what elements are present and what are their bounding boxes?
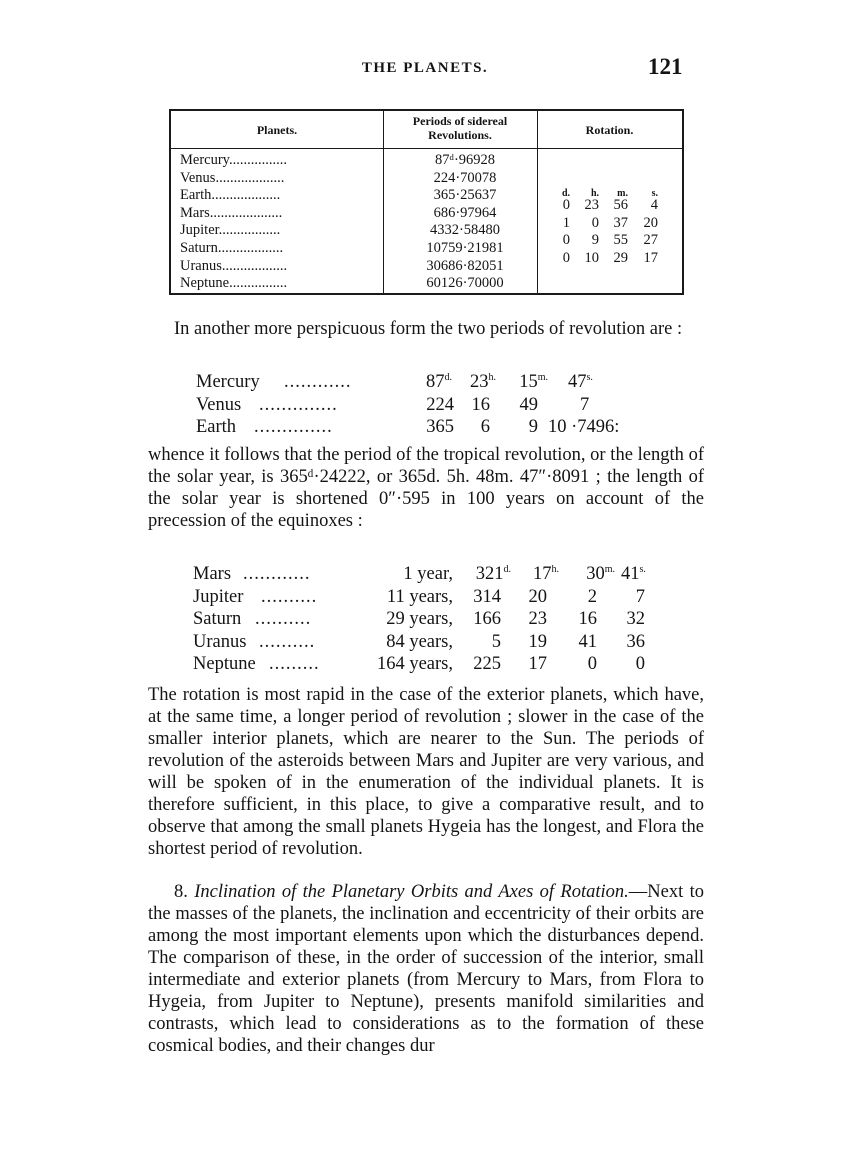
table-row: [539, 197, 685, 215]
section-title: Inclination of the Planetary Orbits and Axes of Rotation.: [194, 882, 629, 902]
rotation-cell: 0: [562, 232, 570, 249]
rotation-cell: 29: [613, 249, 628, 266]
table-cell-planet: Earth...................: [180, 187, 281, 204]
seconds-value: $41^{s.}$: [621, 564, 646, 584]
leader-dots: ..........: [261, 586, 318, 607]
rotation-cell: 17: [643, 249, 658, 266]
days-value: 225: [473, 654, 501, 674]
section-8-paragraph: [148, 881, 704, 1057]
table-cell-planet: Neptune................: [180, 275, 288, 292]
minutes-value: $30^{m.}$: [586, 564, 615, 584]
table-cell-period: 4332·58480: [429, 222, 501, 239]
minutes-value: 0: [587, 654, 597, 674]
header-planets: Planets.: [256, 123, 298, 137]
rotation-cell: 9: [591, 232, 599, 249]
days-value: 314: [473, 586, 501, 607]
rotation-cell: 56: [613, 197, 628, 213]
rotation-cell: 23: [584, 197, 599, 213]
table-cell-period: 60126·70000: [426, 275, 504, 292]
rotation-cell: 37: [613, 214, 628, 231]
header-periods: [383, 114, 537, 142]
rotation-unit: m.: [617, 188, 628, 199]
paragraph-rotation: The rotation is most rapid in the case of the exterior planets, which have, at the same time, a longer period of revolution ; slower in the case of the smaller interior planets, which are nearer to the Sun. The periods of revolution of the asteroids between Mars and Jupiter are very various, and will be spoken of in the enumeration of the individual planets. It is therefore sufficient, in this place, to give a comparative result, and to observe that among the small planets Hygeia has the longest, and Flora the shortest period of revolution.: [148, 685, 704, 859]
rotation-cell: 1: [562, 214, 570, 231]
table-cell-period: 87ᵈ·96928: [434, 152, 496, 168]
hours-value: 19: [528, 631, 547, 652]
rotation-column: [539, 197, 685, 267]
leader-dots: ..............: [259, 394, 338, 415]
comparison-row: [193, 563, 663, 586]
rotation-cell: 0: [591, 214, 599, 231]
years-value: 11 years,: [386, 586, 453, 607]
days-value: 365: [426, 417, 454, 437]
comparison-row: [193, 608, 663, 631]
hours-value: 17: [528, 654, 547, 674]
seconds-value: 7: [580, 394, 590, 415]
table-header-rule: [171, 148, 682, 149]
rotation-cell: 20: [643, 214, 658, 231]
table-cell-planet: Saturn..................: [180, 239, 284, 256]
hours-value: 16: [471, 394, 490, 415]
section-text: —Next to the masses of the planets, the inclination and eccentricity of their orbits are among the most important elements upon which the disturbances depend. The comparison of these, in the order of succession of the interior, small intermediate and exterior planets (from Mercury to Mars, from Flora to Hygeia, from Jupiter to Neptune), presents manifold similarities and contrasts, which lead to considerations as to the formation of these cosmical bodies, and their changes dur: [148, 882, 704, 1056]
rotation-cell: 0: [562, 197, 570, 213]
planet-name: Uranus: [193, 631, 247, 652]
days-value: 224: [426, 394, 454, 415]
comparison-row: [193, 653, 663, 676]
hours-value: $23^{h.}$: [470, 372, 496, 392]
years-value: 29 years,: [386, 609, 453, 629]
table-cell-period: 30686·82051: [426, 257, 504, 274]
rotation-cell: 10: [584, 249, 599, 266]
header-periods-line2: Revolutions.: [428, 128, 492, 142]
planet-name: Saturn: [193, 609, 242, 629]
table-cell-period: 224·70078: [433, 169, 497, 186]
planet-name: Mars: [193, 564, 232, 584]
leader-dots: ............: [284, 372, 352, 392]
seconds-value: 7: [635, 586, 645, 607]
paragraph-intro: In another more perspicuous form the two periods of revolution are :: [174, 319, 683, 339]
planet-name: Mercury: [196, 372, 260, 392]
outer-planets-comparison: [193, 563, 663, 676]
planet-name: Earth: [196, 417, 237, 437]
leader-dots: ............: [243, 564, 311, 584]
table-divider: [537, 111, 538, 293]
seconds-value: 0: [635, 654, 645, 674]
minutes-value: 9: [528, 417, 538, 437]
leader-dots: .........: [269, 654, 320, 674]
table-row: [539, 250, 685, 268]
years-value: 84 years,: [386, 631, 453, 652]
seconds-value: 10 ·7496:: [548, 417, 620, 437]
rotation-cell: 4: [650, 197, 658, 213]
comparison-row: [196, 371, 676, 394]
seconds-value: 36: [626, 631, 645, 652]
minutes-value: 16: [578, 609, 597, 629]
header-rotation: Rotation.: [585, 123, 634, 137]
page-number: 121: [648, 54, 683, 79]
planet-name: Venus: [196, 394, 242, 415]
days-value: $321^{d.}$: [475, 564, 511, 584]
planet-name: Jupiter: [193, 586, 244, 607]
header-periods-line1: Periods of sidereal: [412, 114, 508, 128]
rotation-cell: 27: [643, 232, 658, 249]
comparison-row: [193, 586, 663, 609]
rotation-cell: 0: [562, 249, 570, 266]
planet-periods-table: [169, 109, 684, 295]
running-title: THE PLANETS.: [361, 60, 489, 76]
rotation-unit: d.: [561, 188, 570, 199]
seconds-value: $47^{s.}$: [568, 372, 593, 392]
leader-dots: ..........: [259, 631, 316, 652]
planet-name: Neptune: [193, 654, 256, 674]
minutes-value: 41: [578, 631, 597, 652]
planet-names-column: [180, 152, 385, 293]
paragraph-tropical-year: whence it follows that the period of the tropical revolution, or the length of the solar year, is 365ᵈ·24222, or 365d. 5h. 48m. 47″·8091 ; the length of the solar year is shortened 0″·595 in 100 years on account of the precession of the equinoxes :: [148, 445, 704, 531]
table-cell-period: 365·25637: [433, 187, 497, 204]
table-cell-planet: Uranus..................: [180, 257, 288, 274]
table-cell-period: 10759·21981: [426, 239, 504, 256]
years-value: 164 years,: [376, 654, 453, 674]
comparison-row: [196, 416, 676, 439]
years-value: 1 year,: [403, 564, 453, 584]
table-cell-planet: Venus...................: [180, 169, 285, 186]
hours-value: 20: [528, 586, 547, 607]
periods-column: [393, 152, 537, 293]
table-cell-planet: Mars....................: [180, 204, 283, 221]
table-cell-planet: Jupiter.................: [180, 222, 281, 239]
days-value: $87^{d.}$: [426, 372, 452, 392]
leader-dots: ..........: [255, 609, 312, 629]
inner-planets-comparison: [196, 371, 676, 439]
days-value: 166: [473, 609, 501, 629]
minutes-value: $15^{m.}$: [519, 372, 548, 392]
table-row: [539, 232, 685, 250]
section-number: 8.: [174, 882, 188, 902]
seconds-value: 32: [626, 609, 645, 629]
hours-value: $17^{h.}$: [533, 564, 559, 584]
table-row: [539, 215, 685, 233]
hours-value: 6: [480, 417, 490, 437]
rotation-unit: h.: [590, 188, 599, 199]
comparison-row: [196, 394, 676, 417]
hours-value: 23: [528, 609, 547, 629]
rotation-unit: s.: [651, 188, 658, 199]
rotation-cell: 55: [613, 232, 628, 249]
days-value: 5: [491, 631, 501, 652]
comparison-row: [193, 631, 663, 654]
table-cell-period: 686·97964: [433, 204, 497, 221]
minutes-value: 49: [519, 394, 538, 415]
table-cell-planet: Mercury................: [180, 152, 287, 168]
minutes-value: 2: [587, 586, 597, 607]
leader-dots: ..............: [254, 417, 333, 437]
